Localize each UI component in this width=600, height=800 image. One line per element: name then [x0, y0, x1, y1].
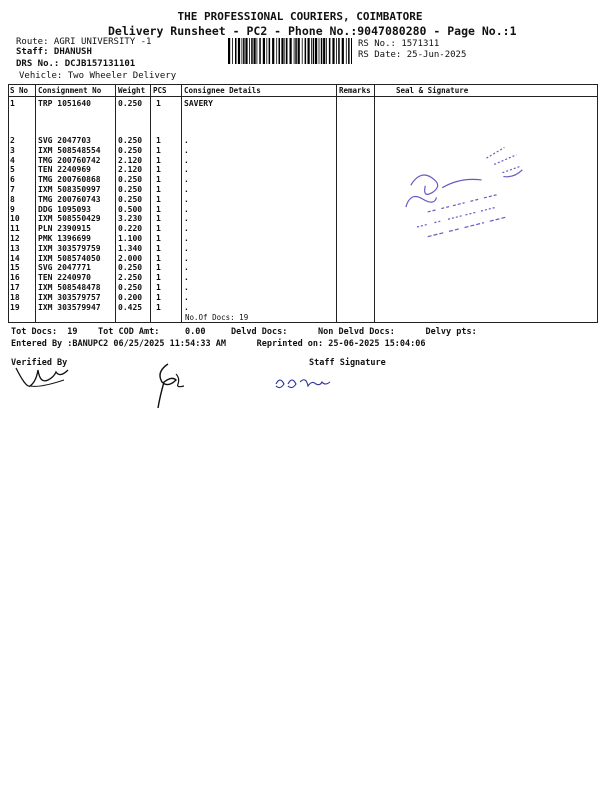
cell-consignment: IXM 508550429 — [38, 214, 101, 224]
col-header-weight: Weight — [118, 86, 146, 95]
cell-pcs: 1 — [156, 292, 161, 302]
cell-weight: 2.250 — [118, 273, 143, 283]
cell-sno: 1 — [10, 99, 15, 108]
cell-consignee: . — [184, 273, 189, 283]
cell-weight: 0.250 — [118, 283, 143, 292]
barcode-bar — [351, 38, 352, 64]
barcode-bar — [228, 38, 230, 64]
cell-consignee: . — [184, 234, 189, 243]
cell-consignee: . — [184, 185, 189, 194]
drs-number: DRS No.: DCJB157131101 — [16, 59, 136, 69]
barcode-bar — [336, 38, 337, 64]
cell-pcs: 1 — [156, 243, 161, 253]
staff-signature-ink — [274, 374, 334, 392]
cell-sno: 13 — [10, 243, 20, 253]
cell-consignment: IXM 508350997 — [38, 185, 101, 194]
cell-sno: 4 — [10, 155, 15, 165]
barcode-bar — [266, 38, 267, 64]
barcode-bar — [259, 38, 261, 64]
cell-consignment: DDG 1095093 — [38, 204, 91, 214]
cell-consignee: . — [184, 145, 189, 155]
cell-weight: 0.250 — [118, 145, 143, 155]
barcode-bar — [263, 38, 265, 64]
cell-consignee: . — [184, 175, 189, 185]
barcode-bar — [348, 38, 350, 64]
cell-consignee: . — [184, 204, 189, 214]
cell-pcs: 1 — [156, 165, 161, 175]
cell-pcs: 1 — [156, 273, 161, 283]
cell-consignee: . — [184, 194, 189, 204]
barcode-bar — [286, 38, 288, 64]
cell-sno: 8 — [10, 194, 15, 204]
cell-consignment: TEN 2240970 — [38, 273, 91, 283]
cell-sno: 19 — [10, 302, 20, 312]
cell-pcs: 1 — [156, 175, 161, 185]
barcode-bar — [257, 38, 258, 64]
cell-consignment: PMK 1396699 — [38, 234, 91, 243]
cell-pcs: 1 — [156, 204, 161, 214]
cell-sno: 18 — [10, 292, 20, 302]
barcode-bar — [235, 38, 237, 64]
cell-consignee: . — [184, 263, 189, 273]
barcode-bar — [342, 38, 344, 64]
cell-pcs: 1 — [156, 263, 161, 273]
cell-consignment: IXM 303579947 — [38, 302, 101, 312]
barcode-bar — [243, 38, 245, 64]
cell-pcs: 1 — [156, 155, 161, 165]
cell-sno: 2 — [10, 136, 15, 145]
no-of-docs: No.Of Docs: 19 — [185, 313, 249, 322]
cell-weight: 0.250 — [118, 99, 143, 108]
col-header-pcs: PCS — [153, 86, 167, 95]
barcode-bar — [294, 38, 295, 64]
cell-weight: 0.200 — [118, 292, 143, 302]
cell-pcs: 1 — [156, 302, 161, 312]
cell-sno: 15 — [10, 263, 20, 273]
cell-weight: 0.425 — [118, 302, 143, 312]
cell-sno: 17 — [10, 283, 20, 292]
cell-consignment: SVG 2047703 — [38, 136, 91, 145]
barcode-bar — [329, 38, 331, 64]
cell-pcs: 1 — [156, 194, 161, 204]
barcode-bar — [249, 38, 250, 64]
cell-pcs: 1 — [156, 283, 161, 292]
barcode-bar — [251, 38, 253, 64]
cell-consignment: PLN 2390915 — [38, 224, 91, 234]
staff-signature-label: Staff Signature — [309, 358, 386, 368]
barcode-bar — [311, 38, 312, 64]
route-label: Route: AGRI UNIVERSITY -1 — [16, 37, 152, 47]
cell-sno: 5 — [10, 165, 15, 175]
barcode-bar — [308, 38, 310, 64]
barcode-bar — [269, 38, 271, 64]
cell-consignment: TRP 1051640 — [38, 99, 91, 108]
cell-pcs: 1 — [156, 136, 161, 145]
barcode-bar — [313, 38, 315, 64]
barcode-bar — [279, 38, 281, 64]
runsheet-title: Delivery Runsheet - PC2 - Phone No.:9047080280 - Page No.:1 — [108, 24, 517, 38]
cell-consignee: . — [184, 283, 189, 292]
cell-consignee: . — [184, 136, 189, 145]
vehicle-label: Vehicle: Two Wheeler Delivery — [19, 71, 177, 81]
barcode-bar — [298, 38, 300, 64]
cell-consignment: TMG 200760868 — [38, 175, 101, 185]
cell-weight: 1.340 — [118, 243, 143, 253]
cell-consignment: TMG 200760742 — [38, 155, 101, 165]
cell-weight: 0.250 — [118, 136, 143, 145]
cell-consignment: TMG 200760743 — [38, 194, 101, 204]
barcode-bar — [238, 38, 240, 64]
barcode-bar — [290, 38, 292, 64]
cell-consignee: . — [184, 302, 189, 312]
company-name: THE PROFESSIONAL COURIERS, COIMBATORE — [177, 10, 423, 23]
cell-consignee: . — [184, 155, 189, 165]
cell-pcs: 1 — [156, 253, 161, 263]
cell-consignee: . — [184, 253, 189, 263]
barcode — [228, 38, 352, 64]
cell-weight: 2.000 — [118, 253, 143, 263]
cell-pcs: 1 — [156, 214, 161, 224]
cell-consignee: . — [184, 243, 189, 253]
cell-consignee: . — [184, 224, 189, 234]
barcode-bar — [245, 38, 247, 64]
barcode-bar — [346, 38, 347, 64]
cell-weight: 1.100 — [118, 234, 143, 243]
barcode-bar — [242, 38, 243, 64]
barcode-bar — [232, 38, 233, 64]
col-header-seal-signature: Seal & Signature — [396, 86, 469, 95]
cell-consignee: . — [184, 165, 189, 175]
col-header-sno: S No — [10, 86, 29, 95]
barcode-bar — [319, 38, 320, 64]
cell-consignment: TEN 2240969 — [38, 165, 91, 175]
verifier-signature — [12, 362, 72, 392]
verified-by-label: Verified By — [11, 358, 68, 368]
cell-consignee: . — [184, 292, 189, 302]
barcode-bar — [305, 38, 307, 64]
cell-sno: 10 — [10, 214, 20, 224]
cell-consignment: IXM 508574050 — [38, 253, 101, 263]
cell-weight: 0.250 — [118, 185, 143, 194]
cell-sno: 6 — [10, 175, 15, 185]
cell-weight: 0.250 — [118, 194, 143, 204]
barcode-bar — [321, 38, 323, 64]
cell-sno: 9 — [10, 204, 15, 214]
col-header-consignee: Consignee Details — [184, 86, 261, 95]
cell-sno: 7 — [10, 185, 15, 194]
barcode-bar — [254, 38, 256, 64]
barcode-bar — [338, 38, 340, 64]
cell-pcs: 1 — [156, 224, 161, 234]
cell-weight: 3.230 — [118, 214, 143, 224]
cell-pcs: 1 — [156, 145, 161, 155]
cell-pcs: 1 — [156, 234, 161, 243]
cell-sno: 11 — [10, 224, 20, 234]
cell-sno: 16 — [10, 273, 20, 283]
barcode-bar — [276, 38, 277, 64]
cell-sno: 14 — [10, 253, 20, 263]
entered-by-line: Entered By :BANUPC2 06/25/2025 11:54:33 AM Reprinted on: 25-06-2025 15:04:06 — [11, 339, 426, 349]
cell-consignment: IXM 303579757 — [38, 292, 101, 302]
delivery-stamp — [395, 140, 555, 250]
cell-weight: 0.250 — [118, 263, 143, 273]
cell-consignment: SVG 2047771 — [38, 263, 91, 273]
cell-consignment: IXM 303579759 — [38, 243, 101, 253]
cell-consignment: IXM 508548478 — [38, 283, 101, 292]
barcode-bar — [332, 38, 334, 64]
cell-pcs: 1 — [156, 99, 161, 108]
barcode-bar — [281, 38, 283, 64]
cell-consignee: . — [184, 214, 189, 224]
totals-line: Tot Docs: 19 Tot COD Amt: 0.00 Delvd Docs: Non Delvd Docs: Delvy pts: — [11, 327, 477, 337]
barcode-bar — [315, 38, 317, 64]
barcode-bar — [323, 38, 325, 64]
col-header-consignment: Consignment No — [38, 86, 102, 95]
barcode-bar — [326, 38, 327, 64]
cell-consignment: IXM 508548554 — [38, 145, 101, 155]
staff-handwritten-signature — [150, 360, 190, 412]
barcode-bar — [284, 38, 285, 64]
rs-number: RS No.: 1571311 — [358, 39, 440, 49]
cell-sno: 12 — [10, 234, 20, 243]
barcode-bar — [295, 38, 297, 64]
cell-weight: 2.120 — [118, 155, 143, 165]
cell-weight: 0.250 — [118, 175, 143, 185]
cell-consignee: SAVERY — [184, 99, 213, 108]
staff-label: Staff: DHANUSH — [16, 47, 92, 57]
cell-weight: 2.120 — [118, 165, 143, 175]
rs-date: RS Date: 25-Jun-2025 — [358, 50, 467, 60]
cell-sno: 3 — [10, 145, 15, 155]
cell-weight: 0.220 — [118, 224, 143, 234]
cell-weight: 0.500 — [118, 204, 143, 214]
barcode-bar — [302, 38, 303, 64]
col-header-remarks: Remarks — [339, 86, 371, 95]
cell-pcs: 1 — [156, 185, 161, 194]
barcode-bar — [272, 38, 274, 64]
